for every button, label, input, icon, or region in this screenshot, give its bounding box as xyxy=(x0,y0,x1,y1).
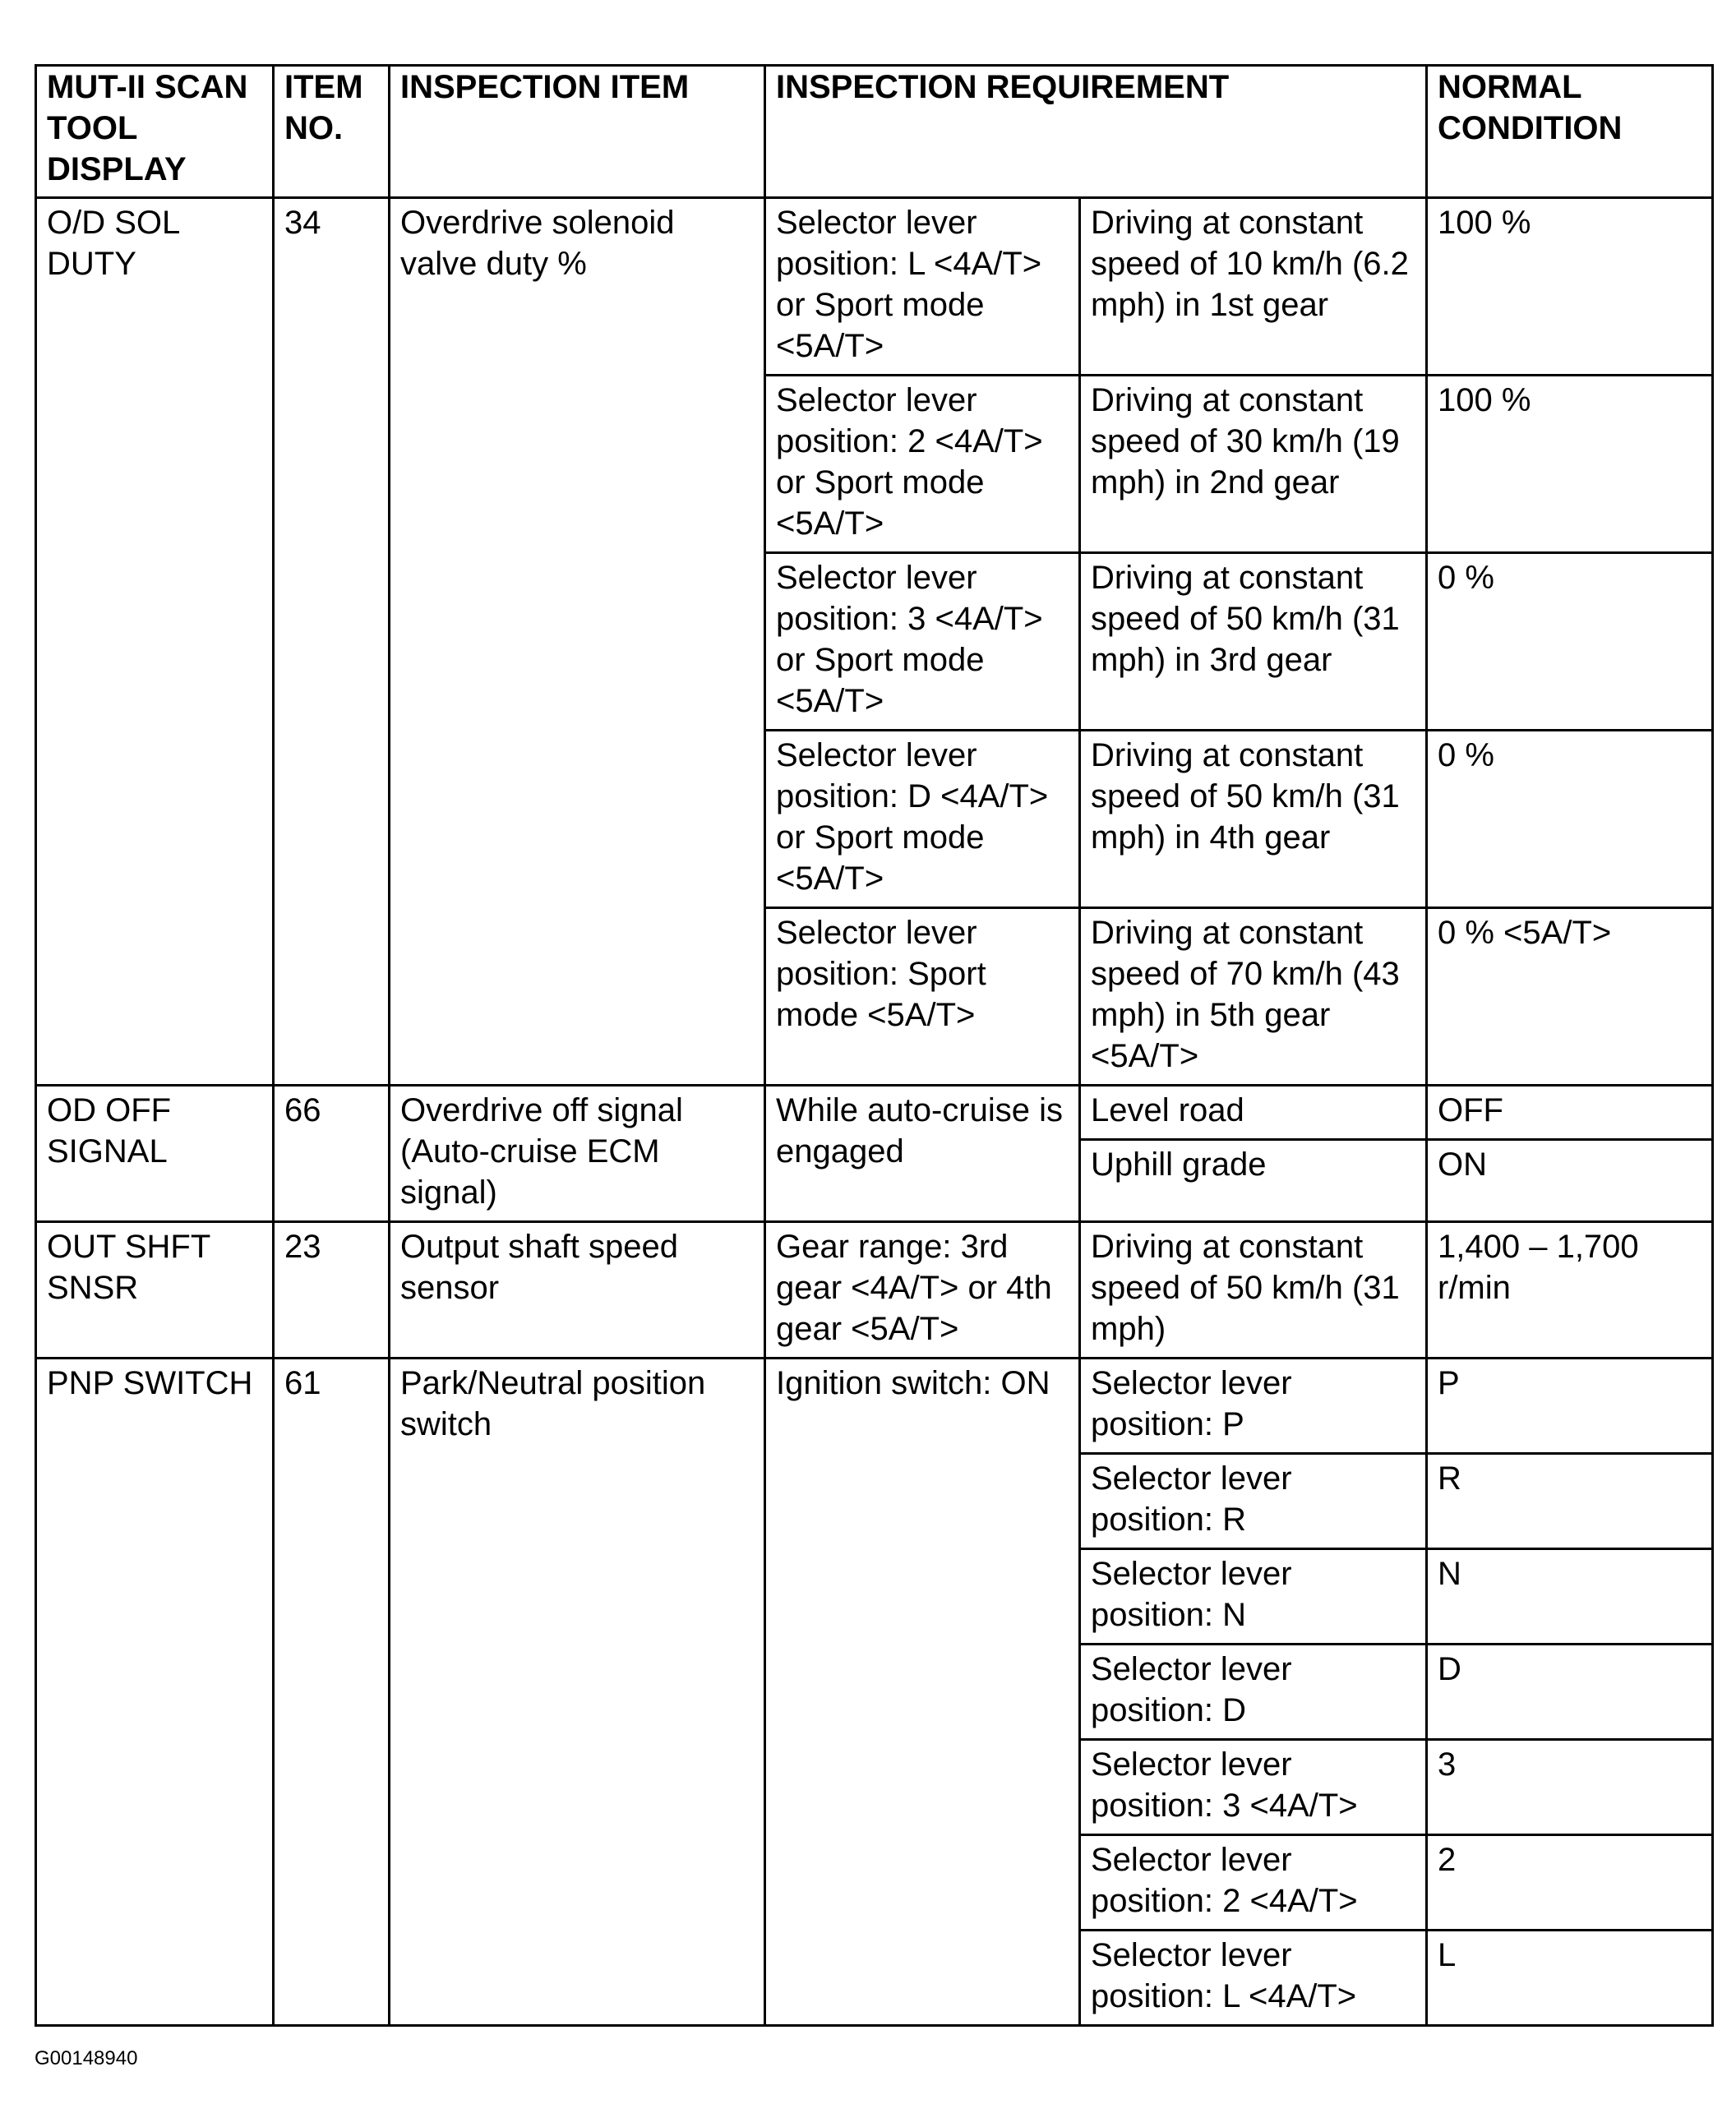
condition-detail-cell: Selector lever position: R xyxy=(1080,1454,1427,1549)
requirement-cell: Selector lever position: 3 <4A/T> or Sport mode <5A/T> xyxy=(765,553,1080,731)
item-no-cell: 34 xyxy=(274,198,390,1086)
normal-condition-cell: D xyxy=(1427,1645,1713,1740)
inspection-item-cell: Overdrive off signal (Auto-cruise ECM signal) xyxy=(390,1086,765,1222)
condition-detail-cell: Selector lever position: 3 <4A/T> xyxy=(1080,1740,1427,1835)
display-cell: O/D SOL DUTY xyxy=(36,198,274,1086)
normal-condition-cell: 0 % <5A/T> xyxy=(1427,908,1713,1086)
header-display: MUT-II SCAN TOOL DISPLAY xyxy=(36,66,274,198)
display-cell: OD OFF SIGNAL xyxy=(36,1086,274,1222)
normal-condition-cell: R xyxy=(1427,1454,1713,1549)
normal-condition-cell: 1,400 – 1,700 r/min xyxy=(1427,1222,1713,1359)
table-row xyxy=(36,1222,1713,1359)
table-row xyxy=(36,198,1713,376)
normal-condition-cell: 100 % xyxy=(1427,198,1713,376)
inspection-table xyxy=(35,64,1714,2027)
condition-detail-cell: Selector lever position: 2 <4A/T> xyxy=(1080,1835,1427,1931)
normal-condition-cell: P xyxy=(1427,1359,1713,1454)
condition-detail-cell: Driving at constant speed of 30 km/h (19 mph) in 2nd gear xyxy=(1080,376,1427,553)
requirement-cell: Selector lever position: Sport mode <5A/T> xyxy=(765,908,1080,1086)
table-row xyxy=(36,1086,1713,1140)
requirement-cell: Selector lever position: L <4A/T> or Sport mode <5A/T> xyxy=(765,198,1080,376)
figure-id: G00148940 xyxy=(35,2047,138,2069)
requirement-cell: Gear range: 3rd gear <4A/T> or 4th gear <5A/T> xyxy=(765,1222,1080,1359)
normal-condition-cell: 0 % xyxy=(1427,553,1713,731)
condition-detail-cell: Driving at constant speed of 10 km/h (6.2 mph) in 1st gear xyxy=(1080,198,1427,376)
normal-condition-cell: 2 xyxy=(1427,1835,1713,1931)
condition-detail-cell: Driving at constant speed of 50 km/h (31 mph) xyxy=(1080,1222,1427,1359)
normal-condition-cell: 3 xyxy=(1427,1740,1713,1835)
header-inspection-requirement: INSPECTION REQUIREMENT xyxy=(765,66,1427,198)
display-cell: PNP SWITCH xyxy=(36,1359,274,2026)
requirement-cell: Selector lever position: 2 <4A/T> or Sport mode <5A/T> xyxy=(765,376,1080,553)
condition-detail-cell: Level road xyxy=(1080,1086,1427,1140)
header-normal-condition: NORMAL CONDITION xyxy=(1427,66,1713,198)
requirement-cell: Ignition switch: ON xyxy=(765,1359,1080,2026)
requirement-cell: While auto-cruise is engaged xyxy=(765,1086,1080,1222)
condition-detail-cell: Selector lever position: D xyxy=(1080,1645,1427,1740)
condition-detail-cell: Driving at constant speed of 50 km/h (31 mph) in 3rd gear xyxy=(1080,553,1427,731)
normal-condition-cell: 100 % xyxy=(1427,376,1713,553)
inspection-item-cell: Overdrive solenoid valve duty % xyxy=(390,198,765,1086)
normal-condition-cell: ON xyxy=(1427,1140,1713,1222)
item-no-cell: 23 xyxy=(274,1222,390,1359)
inspection-item-cell: Park/Neutral position switch xyxy=(390,1359,765,2026)
header-row xyxy=(36,66,1713,198)
header-item-no: ITEM NO. xyxy=(274,66,390,198)
condition-detail-cell: Selector lever position: P xyxy=(1080,1359,1427,1454)
condition-detail-cell: Driving at constant speed of 50 km/h (31 mph) in 4th gear xyxy=(1080,731,1427,908)
inspection-item-cell: Output shaft speed sensor xyxy=(390,1222,765,1359)
normal-condition-cell: L xyxy=(1427,1931,1713,2026)
condition-detail-cell: Selector lever position: L <4A/T> xyxy=(1080,1931,1427,2026)
display-cell: OUT SHFT SNSR xyxy=(36,1222,274,1359)
item-no-cell: 66 xyxy=(274,1086,390,1222)
condition-detail-cell: Driving at constant speed of 70 km/h (43 mph) in 5th gear <5A/T> xyxy=(1080,908,1427,1086)
condition-detail-cell: Uphill grade xyxy=(1080,1140,1427,1222)
normal-condition-cell: N xyxy=(1427,1549,1713,1645)
normal-condition-cell: OFF xyxy=(1427,1086,1713,1140)
item-no-cell: 61 xyxy=(274,1359,390,2026)
requirement-cell: Selector lever position: D <4A/T> or Sport mode <5A/T> xyxy=(765,731,1080,908)
header-inspection-item: INSPECTION ITEM xyxy=(390,66,765,198)
condition-detail-cell: Selector lever position: N xyxy=(1080,1549,1427,1645)
normal-condition-cell: 0 % xyxy=(1427,731,1713,908)
table-row xyxy=(36,1359,1713,1454)
